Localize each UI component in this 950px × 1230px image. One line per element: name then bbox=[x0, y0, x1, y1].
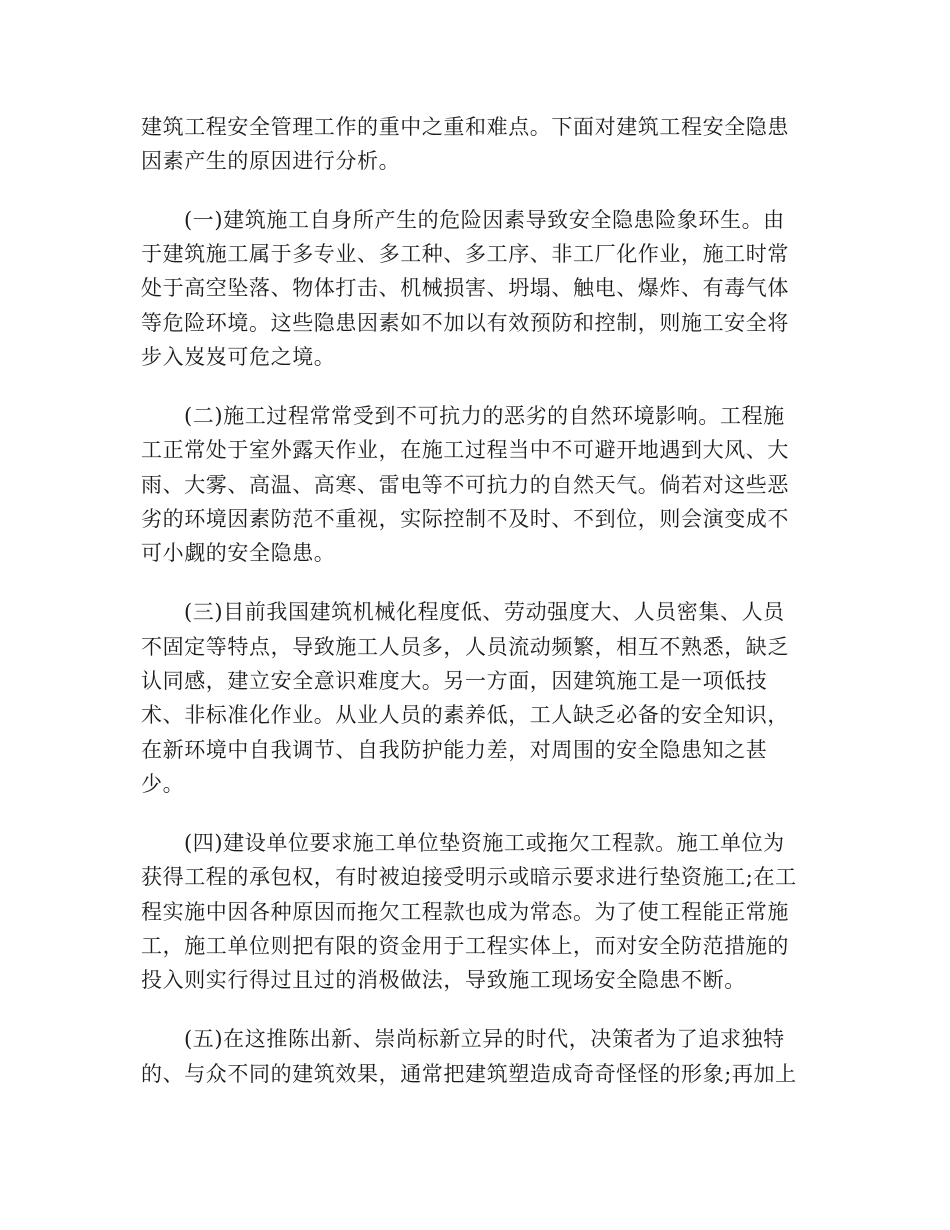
paragraph-4-line-2: 程实施中因各种原因而拖欠工程款也成为常态。为了使工程能正常施 bbox=[141, 900, 789, 924]
paragraph-1-line-2: 处于高空坠落、物体打击、机械损害、坍塌、触电、爆炸、有毒气体 bbox=[141, 276, 789, 300]
paragraph-2-line-2: 雨、大雾、高温、高寒、雷电等不可抗力的自然天气。倘若对这些恶 bbox=[141, 473, 789, 497]
paragraph-3-line-2: 认同感，建立安全意识难度大。另一方面，因建筑施工是一项低技 bbox=[141, 669, 768, 693]
paragraph-0-line-0: 建筑工程安全管理工作的重中之重和难点。下面对建筑工程安全隐患 bbox=[141, 115, 789, 139]
paragraph-2-line-3: 劣的环境因素防范不重视，实际控制不及时、不到位，则会演变成不 bbox=[141, 507, 789, 531]
paragraph-5-line-1: 的、与众不同的建筑效果，通常把建筑塑造成奇奇怪怪的形象;再加上 bbox=[141, 1062, 797, 1086]
paragraph-2-line-0: (二)施工过程常常受到不可抗力的恶劣的自然环境影响。工程施 bbox=[184, 404, 785, 428]
paragraph-3-line-4: 在新环境中自我调节、自我防护能力差，对周围的安全隐患知之甚 bbox=[141, 738, 768, 762]
paragraph-2-line-4: 可小觑的安全隐患。 bbox=[141, 541, 336, 565]
paragraph-0-line-1: 因素产生的原因进行分析。 bbox=[141, 149, 401, 173]
paragraph-4-line-3: 工，施工单位则把有限的资金用于工程实体上，而对安全防范措施的 bbox=[141, 934, 789, 958]
paragraph-3-line-0: (三)目前我国建筑机械化程度低、劳动强度大、人员密集、人员 bbox=[184, 600, 785, 624]
paragraph-1-line-4: 步入岌岌可危之境。 bbox=[141, 345, 336, 369]
paragraph-3-line-1: 不固定等特点，导致施工人员多，人员流动频繁，相互不熟悉，缺乏 bbox=[141, 635, 789, 659]
paragraph-2-line-1: 工正常处于室外露天作业，在施工过程当中不可避开地遇到大风、大 bbox=[141, 438, 789, 462]
paragraph-3-line-5: 少。 bbox=[141, 772, 185, 796]
paragraph-1-line-0: (一)建筑施工自身所产生的危险因素导致安全隐患险象环生。由 bbox=[184, 208, 785, 232]
paragraph-3-line-3: 术、非标准化作业。从业人员的素养低，工人缺乏必备的安全知识， bbox=[141, 703, 789, 727]
paragraph-4-line-0: (四)建设单位要求施工单位垫资施工或拖欠工程款。施工单位为 bbox=[184, 831, 785, 855]
paragraph-1-line-1: 于建筑施工属于多专业、多工种、多工序、非工厂化作业，施工时常 bbox=[141, 242, 789, 266]
paragraph-5-line-0: (五)在这推陈出新、崇尚标新立异的时代，决策者为了追求独特 bbox=[184, 1027, 785, 1051]
paragraph-4-line-4: 投入则实行得过且过的消极做法，导致施工现场安全隐患不断。 bbox=[141, 968, 746, 992]
paragraph-1-line-3: 等危险环境。这些隐患因素如不加以有效预防和控制，则施工安全将 bbox=[141, 311, 789, 335]
paragraph-4-line-1: 获得工程的承包权，有时被迫接受明示或暗示要求进行垫资施工;在工 bbox=[141, 865, 797, 889]
